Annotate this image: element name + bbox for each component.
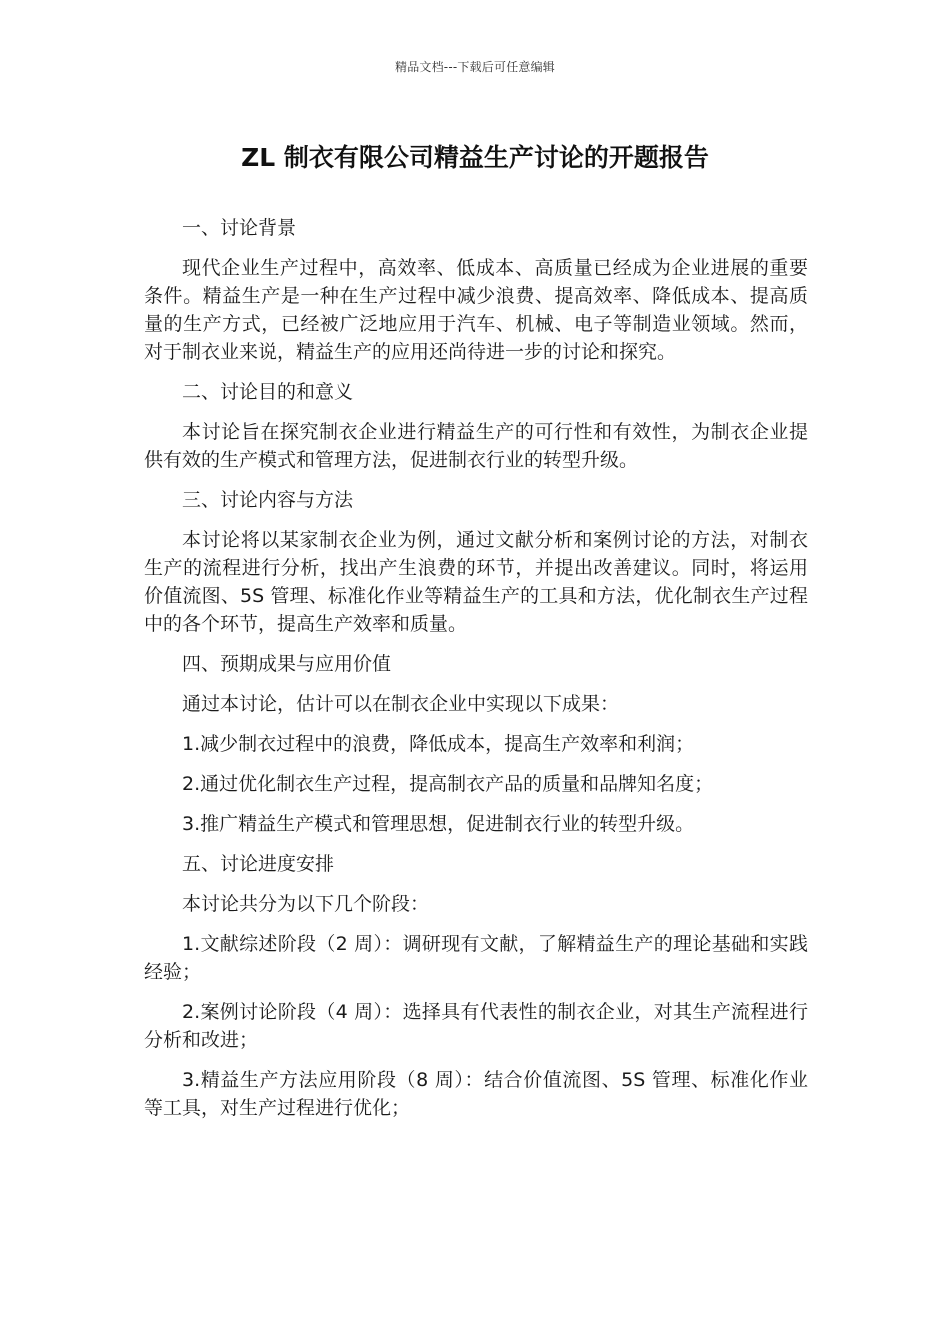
section-heading-content-method: 三、讨论内容与方法	[182, 489, 354, 511]
list-item-stage-3: 3.精益生产方法应用阶段（8 周）：结合价值流图、5S 管理、标准化作业等工具，对生产过程进行优化；	[144, 1069, 808, 1119]
section-heading-expected-results: 四、预期成果与应用价值	[182, 653, 392, 675]
header-note: 精品文档---下载后可任意编辑	[395, 60, 555, 74]
list-item-result-1: 1.减少制衣过程中的浪费，降低成本，提高生产效率和利润；	[182, 733, 695, 755]
paragraph-schedule-intro: 本讨论共分为以下几个阶段：	[182, 893, 430, 915]
paragraph-purpose: 本讨论旨在探究制衣企业进行精益生产的可行性和有效性，为制衣企业提供有效的生产模式和管理方法，促进制衣行业的转型升级。	[144, 421, 808, 471]
paragraph-background: 现代企业生产过程中，高效率、低成本、高质量已经成为企业进展的重要条件。精益生产是一种在生产过程中减少浪费、提高效率、降低成本、提高质量的生产方式，已经被广泛地应用于汽车、机械、电子等制造业领域。然而，对于制衣业来说，精益生产的应用还尚待进一步的讨论和探究。	[144, 257, 808, 363]
list-item-stage-2: 2.案例讨论阶段（4 周）：选择具有代表性的制衣企业，对其生产流程进行分析和改进；	[144, 1001, 808, 1051]
document-body	[144, 214, 808, 1134]
paragraph-expected-intro: 通过本讨论，估计可以在制衣企业中实现以下成果：	[182, 693, 620, 715]
section-heading-schedule: 五、讨论进度安排	[182, 853, 335, 875]
section-heading-purpose: 二、讨论目的和意义	[182, 381, 354, 403]
list-item-result-2: 2.通过优化制衣生产过程，提高制衣产品的质量和品牌知名度；	[182, 773, 714, 795]
paragraph-content-method: 本讨论将以某家制衣企业为例，通过文献分析和案例讨论的方法，对制衣生产的流程进行分析，找出产生浪费的环节，并提出改善建议。同时，将运用价值流图、5S 管理、标准化作业等精益生产的工具和方法，优化制衣生产过程中的各个环节，提高生产效率和质量。	[144, 529, 808, 635]
document-title: ZL 制衣有限公司精益生产讨论的开题报告	[241, 143, 709, 172]
list-item-stage-1: 1.文献综述阶段（2 周）：调研现有文献，了解精益生产的理论基础和实践经验；	[144, 933, 808, 983]
list-item-result-3: 3.推广精益生产模式和管理思想，促进制衣行业的转型升级。	[182, 813, 695, 835]
section-heading-background: 一、讨论背景	[182, 217, 297, 239]
